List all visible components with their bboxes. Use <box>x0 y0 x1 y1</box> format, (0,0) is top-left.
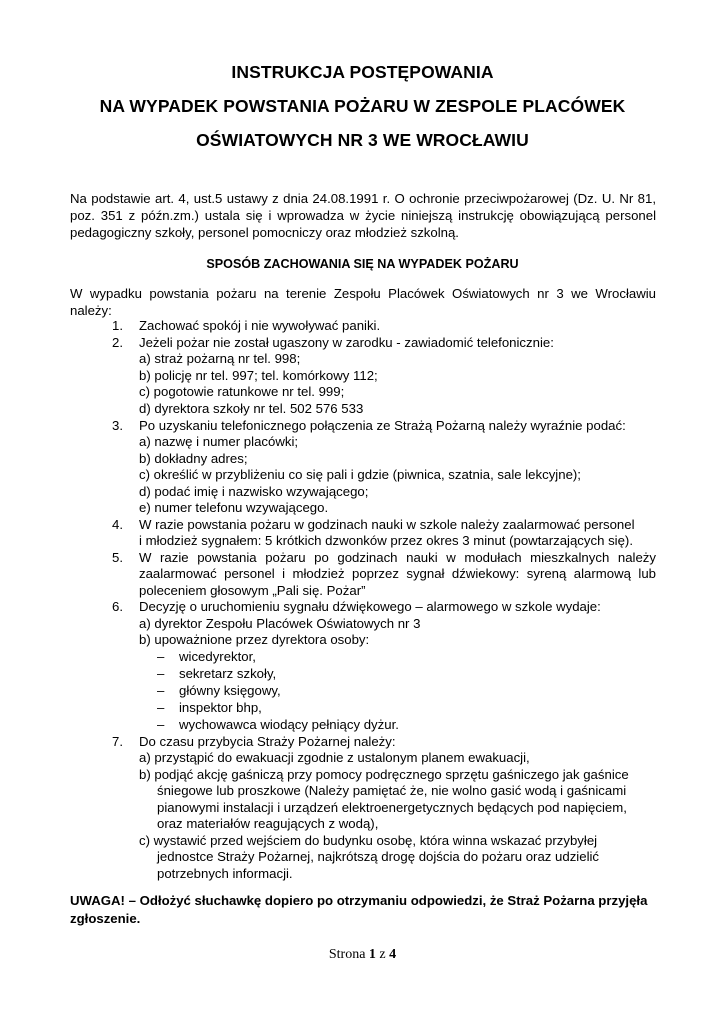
dash-bullet-icon: – <box>157 666 165 681</box>
title-line-2: NA WYPADEK POWSTANIA POŻARU W ZESPOLE PLACÓWEK <box>99 96 626 116</box>
dash-bullet-icon: – <box>157 700 165 715</box>
sub-item-continuation: jednostce Straży Pożarnej, najkrótszą drogę dojścia do pożaru oraz udzielić <box>157 849 600 864</box>
list-item: Jeżeli pożar nie został ugaszony w zarodku - zawiadomić telefonicznie: <box>139 335 554 350</box>
sub-item-continuation: oraz materiałów reagujących z wodą), <box>157 816 379 831</box>
footer-page-label: Strona <box>328 947 366 962</box>
sub-item: b) policję nr tel. 997; tel. komórkowy 112; <box>139 368 378 383</box>
item-number: 1. <box>112 318 123 333</box>
sub-item-continuation: pianowymi instalacji i urządzeń elektroenergetycznych będących pod napięciem, <box>157 800 627 815</box>
list-item-continuation: poleceniem głosowym „Pali się. Pożar” <box>139 583 366 598</box>
list-item-continuation: i młodzież sygnałem: 5 krótkich dzwonków przez okres 3 minut (powtarzających się). <box>139 533 633 548</box>
footer-separator: z <box>379 947 386 962</box>
list-item: Zachować spokój i nie wywoływać paniki. <box>139 318 381 333</box>
sub-item: a) przystąpić do ewakuacji zgodnie z ustalonym planem ewakuacji, <box>139 750 530 765</box>
item-number: 4. <box>112 517 123 532</box>
sub-item: b) podjąć akcję gaśniczą przy pomocy podręcznego sprzętu gaśniczego jak gaśnice <box>139 767 629 782</box>
sub-item-continuation: śniegowe lub proszkowe (Należy pamiętać że, nie wolno gasić wodą i gaśnicami <box>157 783 627 798</box>
sub-item: a) dyrektor Zespołu Placówek Oświatowych nr 3 <box>139 616 421 631</box>
sub-item: c) pogotowie ratunkowe nr tel. 999; <box>139 384 345 399</box>
sub-item: d) dyrektora szkoły nr tel. 502 576 533 <box>139 401 364 416</box>
list-item-continuation: zaalarmować personel i młodzież poprzez sygnał dźwiekowy: syreną alarmową lub <box>139 566 656 581</box>
dash-item: wychowawca wiodący pełniący dyżur. <box>179 717 399 732</box>
lead-paragraph: W wypadku powstania pożaru na terenie Zespołu Placówek Oświatowych nr 3 we Wrocławiu należy: <box>70 286 656 318</box>
page-footer <box>0 946 725 964</box>
footer-total-pages: 4 <box>389 947 397 962</box>
dash-bullet-icon: – <box>157 683 165 698</box>
sub-item: d) podać imię i nazwisko wzywającego; <box>139 484 369 499</box>
intro-paragraph: Na podstawie art. 4, ust.5 ustawy z dnia 24.08.1991 r. O ochronie przeciwpożarowej (Dz. U. Nr 81, poz. 351 z późn.zm.) ustala się i wprowadza w życie niniejszą instrukcję obowiązującą personel pedagogiczny szkoły, personel pomocniczy oraz młodzież szkolną. <box>70 191 656 240</box>
list-item: Do czasu przybycia Straży Pożarnej należy: <box>139 734 396 749</box>
dash-item: główny księgowy, <box>179 683 281 698</box>
sub-item: c) wystawić przed wejściem do budynku osobę, która winna wskazać przybyłej <box>139 833 598 848</box>
dash-bullet-icon: – <box>157 649 165 664</box>
sub-item: a) straż pożarną nr tel. 998; <box>139 351 301 366</box>
list-item: W razie powstania pożaru w godzinach nauki w szkole należy zaalarmować personel <box>139 517 635 532</box>
list-item: W razie powstania pożaru po godzinach nauki w modułach mieszkalnych należy <box>139 550 656 565</box>
dash-bullet-icon: – <box>157 717 165 732</box>
title-line-1: INSTRUKCJA POSTĘPOWANIA <box>231 62 494 82</box>
sub-item-continuation: potrzebnych informacji. <box>157 866 293 881</box>
title-line-3: OŚWIATOWYCH NR 3 WE WROCŁAWIU <box>196 130 529 150</box>
dash-item: sekretarz szkoły, <box>179 666 277 681</box>
sub-item: a) nazwę i numer placówki; <box>139 434 299 449</box>
item-number: 6. <box>112 599 123 614</box>
section-heading: SPOSÓB ZACHOWANIA SIĘ NA WYPADEK POŻARU <box>206 257 519 271</box>
list-item: Po uzyskaniu telefonicznego połączenia ze Strażą Pożarną należy wyraźnie podać: <box>139 418 626 433</box>
footer-current-page: 1 <box>368 947 376 962</box>
dash-item: inspektor bhp, <box>179 700 262 715</box>
sub-item: e) numer telefonu wzywającego. <box>139 500 329 515</box>
list-item: Decyzję o uruchomieniu sygnału dźwiękowego – alarmowego w szkole wydaje: <box>139 599 601 614</box>
item-number: 2. <box>112 335 123 350</box>
warning-note: UWAGA! – Odłożyć słuchawkę dopiero po otrzymaniu odpowiedzi, że Straż Pożarna przyjęła zgłoszenie. <box>70 893 648 926</box>
sub-item: c) określić w przybliżeniu co się pali i gdzie (piwnica, szatnia, sale lekcyjne); <box>139 467 581 482</box>
sub-item: b) dokładny adres; <box>139 451 248 466</box>
item-number: 3. <box>112 418 123 433</box>
item-number: 7. <box>112 734 123 749</box>
sub-item: b) upoważnione przez dyrektora osoby: <box>139 632 370 647</box>
dash-item: wicedyrektor, <box>179 649 256 664</box>
item-number: 5. <box>112 550 123 565</box>
